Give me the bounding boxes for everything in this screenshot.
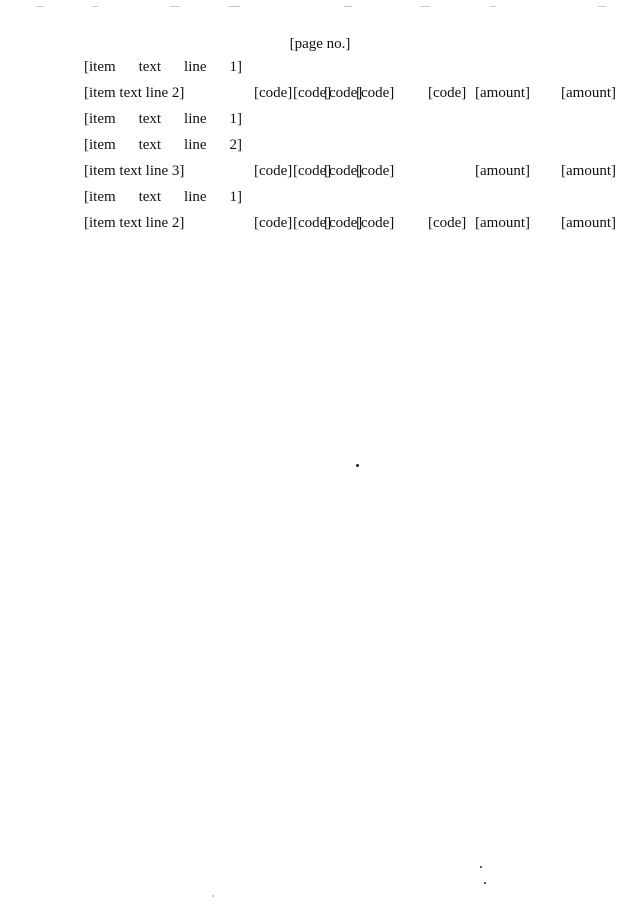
- row-code-cells: [84, 80, 616, 106]
- amount-cell: [amount]: [561, 215, 616, 231]
- table-row: [84, 184, 616, 236]
- scan-edge-marks: [0, 6, 640, 8]
- amount-cell: [amount]: [475, 85, 530, 101]
- admin-code-cell: [code]: [254, 85, 293, 101]
- row-code-cells: [84, 158, 616, 184]
- admin-code-cell: [code]: [254, 163, 293, 179]
- amount-cell: [amount]: [475, 163, 530, 179]
- target-article-cell: [code]: [356, 215, 395, 231]
- target-article-cell: [code]: [356, 85, 395, 101]
- budget-table: [84, 54, 616, 236]
- section-code-cell: [code]: [293, 85, 332, 101]
- amount-cell: [amount]: [475, 215, 530, 231]
- scan-speck: [212, 895, 214, 897]
- table-row: [84, 106, 616, 184]
- expense-type-cell: [code]: [428, 215, 467, 231]
- subsection-code-cell: [code]: [324, 215, 363, 231]
- expense-type-cell: [code]: [428, 85, 467, 101]
- admin-code-cell: [code]: [254, 215, 293, 231]
- scan-speck: [480, 866, 482, 868]
- section-code-cell: [code]: [293, 215, 332, 231]
- row-name-line: [item text line 2]: [84, 85, 185, 101]
- subsection-code-cell: [code]: [324, 163, 363, 179]
- row-name-line: [item text line 2]: [84, 137, 242, 153]
- row-code-cells: [84, 210, 616, 236]
- scan-speck: [356, 464, 359, 467]
- section-code-cell: [code]: [293, 163, 332, 179]
- row-name-line: [item text line 2]: [84, 215, 185, 231]
- row-name-line: [item text line 1]: [84, 111, 242, 127]
- table-row: [84, 54, 616, 106]
- row-name-line: [item text line 1]: [84, 59, 242, 75]
- target-article-cell: [code]: [356, 163, 395, 179]
- amount-cell: [amount]: [561, 85, 616, 101]
- scan-speck: [484, 882, 486, 884]
- subsection-code-cell: [code]: [324, 85, 363, 101]
- row-name-line: [item text line 3]: [84, 163, 185, 179]
- amount-cell: [amount]: [561, 163, 616, 179]
- row-name-line: [item text line 1]: [84, 189, 242, 205]
- page-number: [page no.]: [289, 36, 351, 52]
